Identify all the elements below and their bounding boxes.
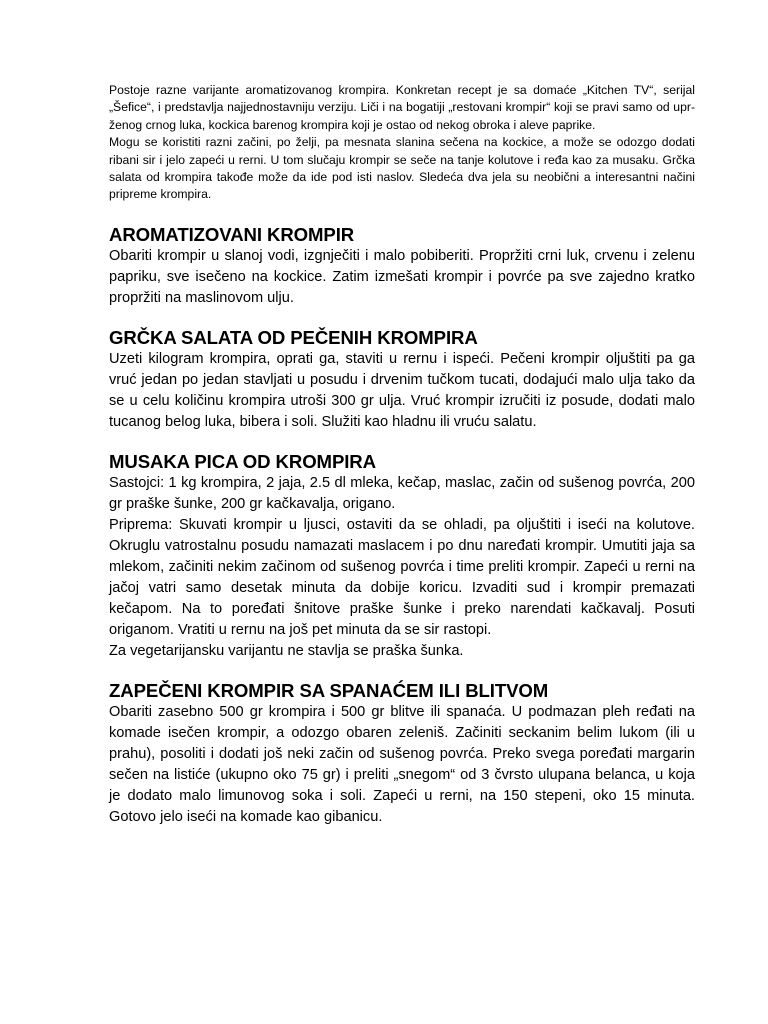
recipe-title: ZAPEČENI KROMPIR SA SPANAĆEM ILI BLITVOM (109, 679, 549, 701)
document-page (109, 82, 695, 828)
recipe-title: GRČKA SALATA OD PEČENIH KROMPIRA (109, 326, 478, 348)
recipe-note: Za vegetarijansku varijantu ne stavlja se praška šunka. (109, 642, 464, 659)
recipe-paragraph: Uzeti kilogram krompira, oprati ga, staviti u rernu i ispeći. Pečeni krompir oljuštiti pa ga vruć jedan po jedan stavljati u posudu i drvenim tučkom tucati, dodajući malo ulja tako da se u celu količinu krompira utroši 300 gr ulja. Vruć krompir izručiti iz posude, dodati malo tucanog belog luka, bibera i soli. Služiti kao hladnu ili vruću salatu. (109, 350, 695, 430)
intro-text (109, 82, 695, 204)
recipe-paragraph: Obariti zasebno 500 gr krompira i 500 gr blitve ili spanaća. U podmazan pleh ređati na komade isečen krompir, a odozgo obaren zeleniš. Začiniti seckanim belim lukom (ili u prahu), posoliti i dodati još neki začin od sušenog povrća. Preko svega poređati margarin sečen na listiće (ukupno oko 75 gr) i preliti „snegom“ od 3 čvrsto ulupana belanca, u koja je dodato malo limunovog soka i soli. Zapeći u rerni, na 150 stepeni, oko 15 minuta. Gotovo jelo iseći na komade kao gibanicu. (109, 703, 695, 825)
recipe-musaka-pica (109, 451, 695, 662)
recipe-title: AROMATIZOVANI KROMPIR (109, 223, 355, 245)
recipe-paragraph: Obariti krompir u slanoj vodi, izgnječiti i malo pobiberiti. Propržiti crni luk, crvenu i zelenu papriku, sve isečeno na kockice. Zatim izmešati krompir i povrće pa sve zajedno kratko propržiti na maslinovom ulju. (109, 247, 695, 306)
intro-paragraph-2: Mogu se koristiti razni začini, po želji, pa mesnata slanina sečena na kockice, a može se odozgo dodati ribani sir i jelo zapeći u rerni. U tom slučaju krompir se seče na tanje kolutove i ređa kao za musaku. Grčka salata od krompira takođe može da ide pod isti naslov. Sledeća dva jela su neobični a interesantni načini pripreme krompira. (109, 135, 695, 202)
recipe-zapeceni-krompir (109, 680, 695, 828)
recipe-ingredients: Sastojci: 1 kg krompira, 2 jaja, 2.5 dl mleka, kečap, maslac, začin od sušenog povrća, 200 gr praške šunke, 200 gr kačkavalja, origano. (109, 474, 695, 512)
recipe-grcka-salata (109, 327, 695, 433)
recipe-aromatizovani-krompir (109, 224, 695, 309)
recipe-preparation: Priprema: Skuvati krompir u ljusci, ostaviti da se ohladi, pa oljuštiti i iseći na kolutove. Okruglu vatrostalnu posudu namazati maslacem i po dnu naređati krompir. Umutiti jaja sa mlekom, začiniti nekim začinom od sušenog povrća i time preliti krompir. Zapeći u rerni na jačoj vatri samo desetak minuta da dobije koricu. Izvaditi sud i krompir premazati kečapom. Na to poređati šnitove praške šunke i preko narendati kačkavalj. Posuti origanom. Vratiti u rernu na još pet minuta da se sir rastopi. (109, 516, 695, 638)
recipe-title: MUSAKA PICA OD KROMPIRA (109, 450, 376, 472)
intro-paragraph-1: Postoje razne varijante aromatizovanog krompira. Konkretan recept je sa domaće „Kitchen TV“, serijal „Šefice“, i predstavlja najjednostavniju verziju. Liči i na bogatiji „restovani krompir“ koji se pravi samo od uprženog crnog luka, kockica barenog krompira koji je ostao od nekog obroka i aleve paprike. (109, 83, 695, 132)
